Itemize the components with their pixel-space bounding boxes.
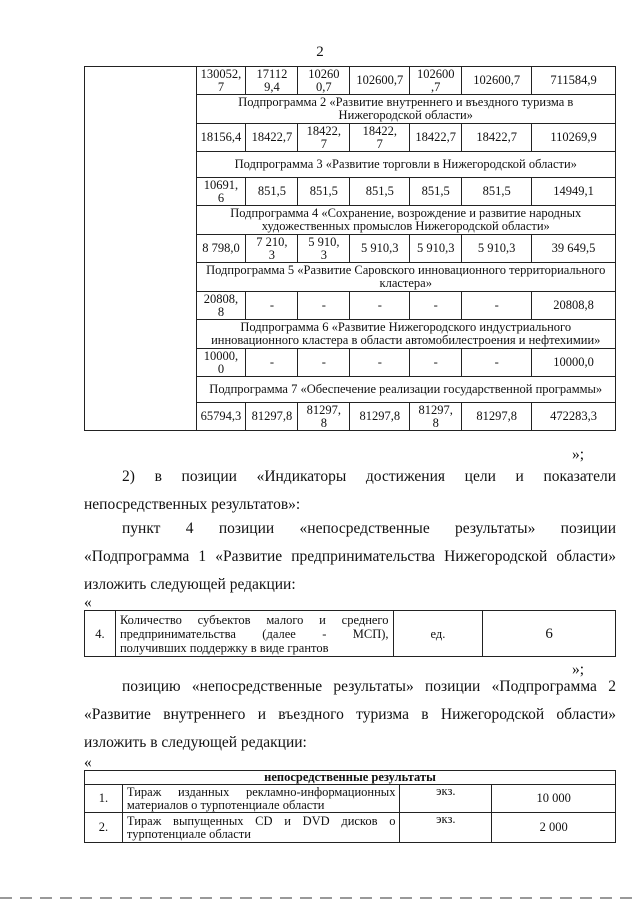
row-unit: экз. [400, 785, 492, 813]
funding-value: 20808, 8 [196, 292, 246, 320]
tourism-results-table [84, 770, 616, 843]
funding-value: 851,5 [410, 178, 462, 206]
open-quote: « [84, 594, 92, 611]
subprogram-title: Подпрограмма 4 «Сохранение, возрождение и развитие народных художественных промыслов Нижегородской области» [196, 206, 616, 235]
funding-value: 102600,7 [462, 67, 532, 95]
funding-value: 81297,8 [462, 403, 532, 431]
funding-value: 81297,8 [350, 403, 410, 431]
funding-value: 65794,3 [196, 403, 246, 431]
row-unit: экз. [400, 813, 492, 843]
funding-value: 81297,8 [246, 403, 298, 431]
funding-value: 7 210, 3 [246, 235, 298, 263]
funding-value: 130052, 7 [196, 67, 246, 95]
funding-value: 18422, 7 [350, 124, 410, 152]
funding-value: 5 910, 3 [298, 235, 350, 263]
funding-value: 102600 ,7 [410, 67, 462, 95]
funding-value: - [246, 292, 298, 320]
row-description: Количество субъектов малого и среднего предпринимательства (далее - МСП), получивших поддержку в виде грантов [115, 611, 393, 657]
row-description: Тираж изданных рекламно-информационных материалов о турпотенциале области [122, 785, 400, 813]
subprogram-title: Подпрограмма 3 «Развитие торговли в Нижегородской области» [196, 152, 616, 178]
funding-value: 711584,9 [532, 67, 616, 95]
paragraph-item-4: пункт 4 позиции «непосредственные результаты» позиции «Подпрограмма 1 «Развитие предпринимательства Нижегородской области» изложить следующей редакции: [84, 520, 616, 593]
subprogram-title: Подпрограмма 2 «Развитие внутреннего и въездного туризма в Нижегородской области» [196, 95, 616, 124]
funding-value: - [298, 349, 350, 377]
funding-value: - [462, 292, 532, 320]
funding-value: - [246, 349, 298, 377]
open-quote: « [84, 754, 92, 771]
funding-value: 472283,3 [532, 403, 616, 431]
page-number: 2 [316, 44, 324, 60]
funding-value: 18156,4 [196, 124, 246, 152]
subprogram-title: Подпрограмма 6 «Развитие Нижегородского индустриального инновационного кластера в области автомобилестроения и нефтехимии» [196, 320, 616, 349]
table-row [85, 785, 616, 813]
row-value: 10 000 [492, 785, 616, 813]
blank-cell [85, 67, 197, 431]
funding-value: 102600,7 [350, 67, 410, 95]
funding-value: 39 649,5 [532, 235, 616, 263]
funding-value: - [462, 349, 532, 377]
funding-value: 18422,7 [410, 124, 462, 152]
row-unit: ед. [393, 611, 483, 657]
scan-artifact [0, 897, 640, 899]
close-quote: »; [572, 661, 585, 678]
funding-value: 5 910,3 [410, 235, 462, 263]
funding-value: 18422,7 [246, 124, 298, 152]
funding-value: 20808,8 [532, 292, 616, 320]
funding-value: 5 910,3 [462, 235, 532, 263]
row-value: 2 000 [492, 813, 616, 843]
subprogram-title: Подпрограмма 5 «Развитие Саровского инновационного территориального кластера» [196, 263, 616, 292]
funding-value: - [298, 292, 350, 320]
funding-value: - [410, 349, 462, 377]
funding-value: 14949,1 [532, 178, 616, 206]
funding-value: 18422,7 [462, 124, 532, 152]
funding-value: 8 798,0 [196, 235, 246, 263]
table-row [85, 813, 616, 843]
funding-value: 81297, 8 [298, 403, 350, 431]
subprogram-title: Подпрограмма 7 «Обеспечение реализации государственной программы» [196, 377, 616, 403]
row-value: 6 [483, 611, 616, 657]
funding-value: 851,5 [246, 178, 298, 206]
funding-value: 10691, 6 [196, 178, 246, 206]
row-description: Тираж выпущенных CD и DVD дисков о турпотенциале области [122, 813, 400, 843]
table-header: непосредственные результаты [85, 771, 616, 785]
funding-value: 17112 9,4 [246, 67, 298, 95]
funding-value: 18422, 7 [298, 124, 350, 152]
funding-value: - [410, 292, 462, 320]
row-number: 4. [85, 611, 116, 657]
paragraph-indicators: 2) в позиции «Индикаторы достижения цели и показатели непосредственных результатов»: [84, 468, 616, 513]
funding-value: 851,5 [462, 178, 532, 206]
funding-value: 10000, 0 [196, 349, 246, 377]
row-number: 1. [85, 785, 123, 813]
funding-value: 110269,9 [532, 124, 616, 152]
funding-value: 10000,0 [532, 349, 616, 377]
funding-value: - [350, 292, 410, 320]
funding-value: 851,5 [350, 178, 410, 206]
row-number: 2. [85, 813, 123, 843]
funding-value: - [350, 349, 410, 377]
funding-value: 81297, 8 [410, 403, 462, 431]
values-row [85, 67, 616, 95]
close-quote: »; [572, 446, 585, 463]
paragraph-subprogram-2: позицию «непосредственные результаты» позиции «Подпрограмма 2 «Развитие внутреннего и въездного туризма в Нижегородской области» изложить в следующей редакции: [84, 678, 616, 751]
funding-value: 5 910,3 [350, 235, 410, 263]
funding-value: 10260 0,7 [298, 67, 350, 95]
funding-value: 851,5 [298, 178, 350, 206]
grants-table [84, 610, 616, 657]
funding-table [84, 66, 616, 431]
table-row [85, 611, 616, 657]
